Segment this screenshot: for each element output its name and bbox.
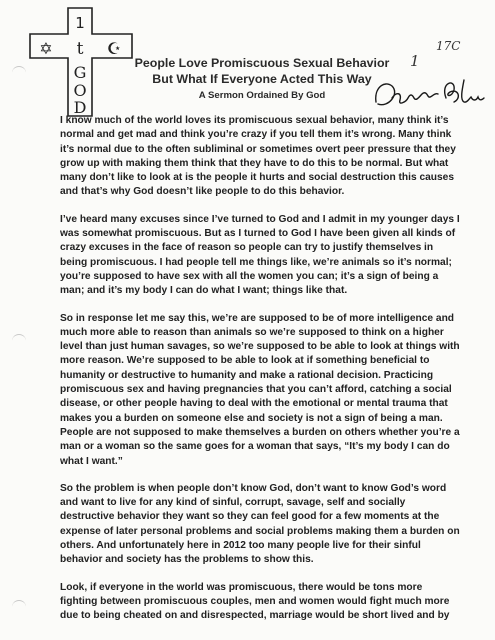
handwritten-signature <box>370 68 488 114</box>
body-paragraph: Look, if everyone in the world was promiscuous, there would be tons more fighting between promiscuous couples, men and women would fight much more due to being cheated on and disrespected, marriage would be short lived and by <box>60 581 450 622</box>
punch-hole-mark <box>12 600 26 609</box>
punch-hole-mark <box>12 334 26 343</box>
cross-letter-g: G <box>73 63 87 82</box>
punch-hole-mark <box>12 66 26 75</box>
handwritten-page-code: 17C <box>436 39 461 53</box>
body-paragraph: So in response let me say this, we’re are supposed to be of more intelligence and much more able to reason than animals so we’re supposed to think on a higher level than just human savages, so we’re supposed to be able to look at things with more reason. We’re supposed to be able to look at if something beneficial to humanity or destructive to humanity and make a rational decision. Practicing promiscuous sex and having pregnancies that you can’t afford, catching a social disease, or other people having to deal with the emotional or mental trauma that makes you a burden on someone else and society is not a sign of being a man. People are not supposed to make themselves a burden on others whether you’re a man or a woman so the same goes for a woman that says, “It’s my body I can do what I want.” <box>60 312 460 467</box>
body-paragraph: I’ve heard many excuses since I’ve turned to God and I admit in my younger days I was somewhat promiscuous. But as I turned to God I have been given all kinds of crazy excuses in the face of reason so people can try to justify themselves in being promiscuous. I had people tell me things like, we’re animals so it’s normal; you’re supposed to have sex with all the women you can; it’s a sign of being a man; and it’s my body I can do what I want; things like that. <box>60 213 460 297</box>
handwritten-page-number: 1 <box>410 52 420 70</box>
document-subtitle: A Sermon Ordained By God <box>198 90 326 101</box>
body-paragraph: I know much of the world loves its promiscuous sexual behavior, many think it’s normal and get mad and think you’re crazy if you tell them it’s wrong. Many think it’s normal due to the often subliminal or sometimes overt peer pressure that they grow up with making them think that they have to do this to be normal. But what many don’t like to look at is the people it hurts and social destruction this causes and that’s why God doesn’t like people to do this behavior. <box>60 115 456 198</box>
cross-letter-o: O <box>73 81 87 100</box>
crescent-star-icon: ☪ <box>106 39 122 58</box>
star-of-david-icon: ✡ <box>39 39 53 58</box>
cross-letter-d: D <box>73 98 87 117</box>
body-paragraph: So the problem is when people don’t know God, don’t want to know God’s word and want to live for any kind of sinful, corrupt, savage, self and socially destructive behavior they want so they can feel good for a few moments at the expense of later personal problems and social problems making them a burden on others. And unfortunately here in 2012 too many people live for their sinful behavior and society has the problems to show this. <box>60 482 460 566</box>
cross-t-glyph: t <box>76 39 84 59</box>
document-title: People Love Promiscuous Sexual Behavior <box>134 56 390 70</box>
document-title-line2: But What If Everyone Acted This Way <box>152 72 372 86</box>
cross-number-1: 1 <box>75 14 85 32</box>
sermon-body <box>60 114 462 637</box>
